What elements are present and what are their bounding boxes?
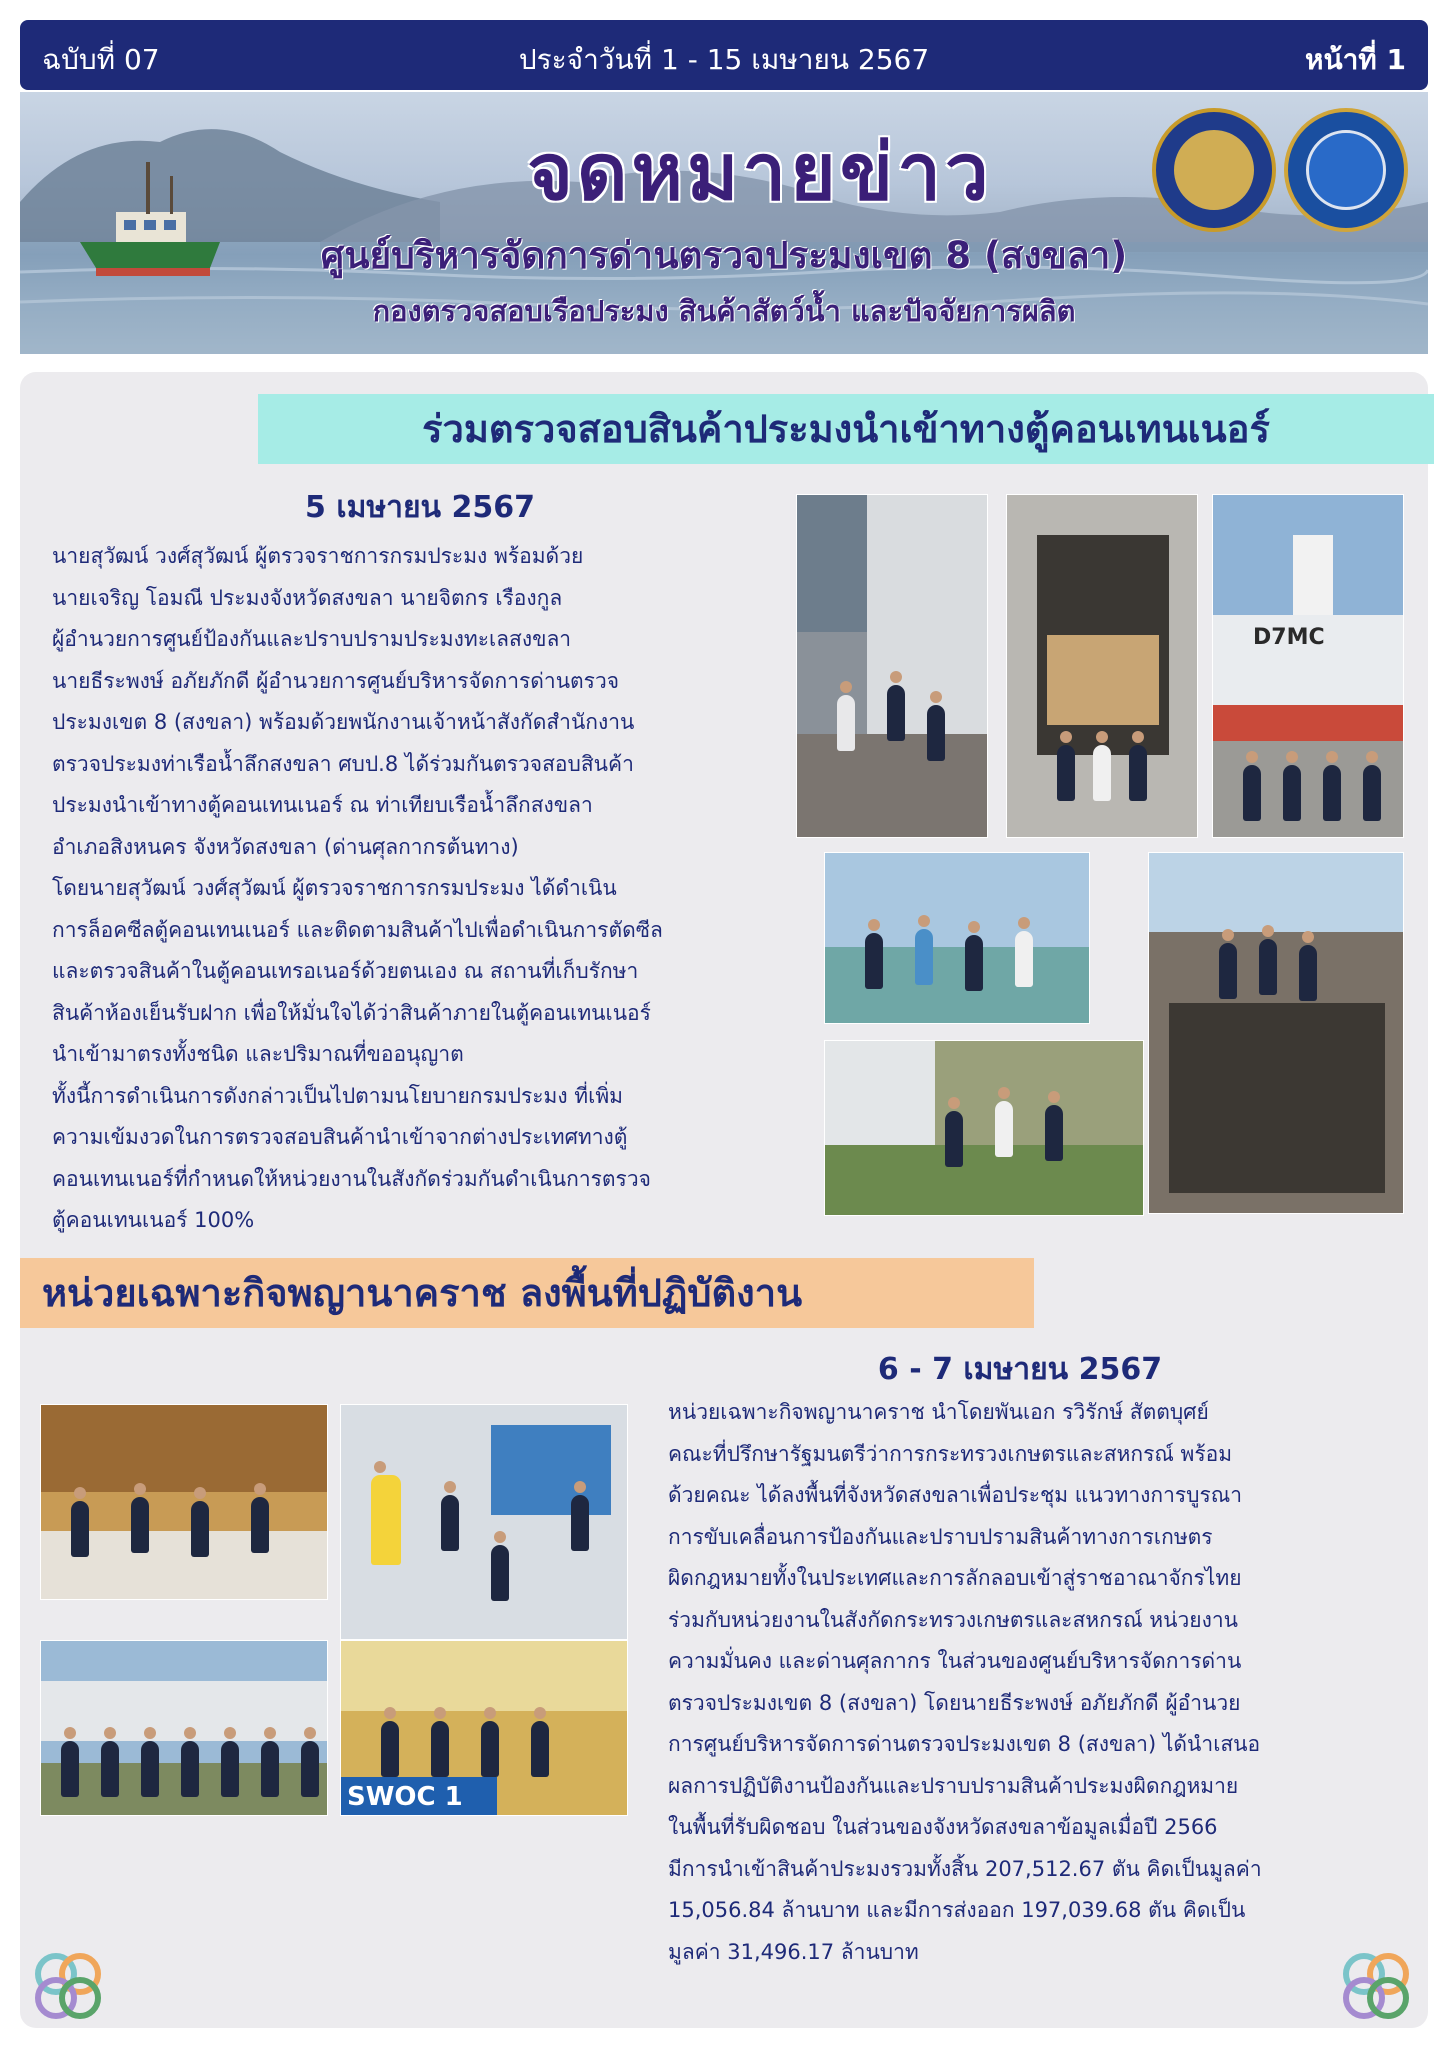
article1-line: ประมงเขต 8 (สงขลา) พร้อมด้วยพนักงานเจ้าหน้าสังกัดสำนักงาน: [52, 710, 635, 734]
department-of-fisheries-logo: [1152, 108, 1276, 232]
article2-line: มูลค่า 31,496.17 ล้านบาท: [668, 1939, 919, 1964]
article1-line: นายเจริญ โอมณี ประมงจังหวัดสงขลา นายจิตกร เรืองกูล: [52, 585, 563, 610]
issue-date-range: ประจำวันที่ 1 - 15 เมษายน 2567: [518, 43, 930, 76]
newsletter-subtitle: ศูนย์บริหารจัดการด่านตรวจประมงเขต 8 (สงขลา): [320, 234, 1128, 277]
article2-line: การขับเคลื่อนการป้องกันและปราบปรามสินค้าทางการเกษตร: [668, 1524, 1213, 1549]
article1-line: ตู้คอนเทนเนอร์ 100%: [52, 1208, 255, 1232]
decorative-knot-icon-right: [1336, 1946, 1416, 2026]
article1-line: ประมงนำเข้าทางตู้คอนเทนเนอร์ ณ ท่าเทียบเรือน้ำลึกสงขลา: [52, 793, 593, 817]
issue-number: ฉบับที่ 07: [42, 43, 160, 76]
photo-meeting-table: [40, 1404, 328, 1600]
article2-headline: หน่วยเฉพาะกิจพญานาคราช ลงพื้นที่ปฏิบัติงาน: [20, 1258, 1034, 1328]
decorative-knot-icon-left: [28, 1946, 108, 2026]
article1-line: ทั้งนี้การดำเนินการดังกล่าวเป็นไปตามนโยบายกรมประมง ที่เพิ่ม: [52, 1083, 623, 1108]
photo-dock-meeting: [824, 852, 1090, 1024]
article1-line: ตรวจประมงท่าเรือน้ำลึกสงขลา ศบป.8 ได้ร่วมกันตรวจสอบสินค้า: [52, 751, 634, 776]
article2-line: ผลการปฏิบัติงานป้องกันและปราบปรามสินค้าประมงผิดกฎหมาย: [668, 1773, 1239, 1798]
photo-container-inspection: [796, 494, 988, 838]
article2-line: หน่วยเฉพาะกิจพญานาคราช นำโดยพันเอก รวิรักษ์ สัตตบุศย์: [668, 1400, 1209, 1424]
fishery-inspection-logo: [1284, 108, 1408, 232]
newsletter-title: จดหมายข่าว: [527, 128, 993, 218]
article2-line: ตรวจประมงเขต 8 (สงขลา) โดยนายธีระพงษ์ อภัยภักดี ผู้อำนวย: [668, 1690, 1241, 1715]
article2-line: คณะที่ปรึกษารัฐมนตรีว่าการกระทรวงเกษตรและสหกรณ์ พร้อม: [668, 1441, 1233, 1466]
article1-line: และตรวจสินค้าในตู้คอนเทรอเนอร์ด้วยตนเอง ณ สถานที่เก็บรักษา: [52, 959, 639, 983]
article2-body: [668, 1392, 1418, 1973]
swoc-sign: SWOC 1: [341, 1777, 497, 1816]
article1-line: คอนเทนเนอร์ที่กำหนดให้หน่วยงานในสังกัดร่วมกันดำเนินการตรวจ: [52, 1166, 651, 1191]
page-number: หน้าที่ 1: [1304, 43, 1406, 76]
article2-line: 15,056.84 ล้านบาท และมีการส่งออก 197,039.68 ตัน คิดเป็น: [668, 1898, 1246, 1922]
article2-line: ผิดกฎหมายทั้งในประเทศและการลักลอบเข้าสู่ราชอาณาจักรไทย: [668, 1566, 1242, 1590]
article2-line: ด้วยคณะ ได้ลงพื้นที่จังหวัดสงขลาเพื่อประชุม แนวทางการบูรณา: [668, 1483, 1243, 1507]
article1-line: ความเข้มงวดในการตรวจสอบสินค้านำเข้าจากต่างประเทศทางตู้: [52, 1125, 628, 1149]
ship-hull-label: D7MC: [1253, 625, 1325, 650]
photo-cargo-ship: [1212, 494, 1404, 838]
article2-date: 6 - 7 เมษายน 2567: [877, 1352, 1163, 1387]
article1-line: นำเข้ามาตรงทั้งชนิด และปริมาณที่ขออนุญาต: [52, 1042, 464, 1066]
article1-line: อำเภอสิงหนคร จังหวัดสงขลา (ด่านศุลกากรต้นทาง): [52, 834, 519, 859]
photo-control-room: [340, 1404, 628, 1640]
article1-line: นายธีระพงษ์ อภัยภักดี ผู้อำนวยการศูนย์บริหารจัดการด่านตรวจ: [52, 668, 620, 693]
article1-line: การล็อคซีลตู้คอนเทนเนอร์ และติดตามสินค้าไปเพื่อดำเนินการตัดซีล: [52, 917, 663, 942]
article2-line: ร่วมกับหน่วยงานในสังกัดกระทรวงเกษตรและสหกรณ์ หน่วยงาน: [668, 1607, 1238, 1632]
masthead-banner: [20, 92, 1428, 354]
article1-body: [52, 536, 812, 1242]
top-bar: [20, 20, 1428, 90]
photo-ship-hold: [1148, 852, 1404, 1214]
article1-date: 5 เมษายน 2567: [305, 490, 535, 525]
article2-line: ความมั่นคง และด่านศุลกากร ในส่วนของศูนย์บริหารจัดการด่าน: [668, 1649, 1242, 1673]
article2-line: ในพื้นที่รับผิดชอบ ในส่วนของจังหวัดสงขลาข้อมูลเมื่อปี 2566: [668, 1815, 1218, 1839]
article1-line: สินค้าห้องเย็นรับฝาก เพื่อให้มั่นใจได้ว่าสินค้าภายในตู้คอนเทนเนอร์: [52, 1000, 651, 1025]
article1-line: ผู้อำนวยการศูนย์ป้องกันและปราบปรามประมงทะเลสงขลา: [52, 627, 572, 651]
article2-line: การศูนย์บริหารจัดการด่านตรวจประมงเขต 8 (สงขลา) ได้นำเสนอ: [668, 1732, 1261, 1756]
article2-line: มีการนำเข้าสินค้าประมงรวมทั้งสิ้น 207,512.67 ตัน คิดเป็นมูลค่า: [668, 1856, 1262, 1881]
photo-cold-storage: [1006, 494, 1198, 838]
article1-line: นายสุวัฒน์ วงศ์สุวัฒน์ ผู้ตรวจราชการกรมประมง พร้อมด้วย: [52, 544, 584, 568]
newsletter-division: กองตรวจสอบเรือประมง สินค้าสัตว์น้ำ และปัจจัยการผลิต: [372, 294, 1076, 328]
article1-line: โดยนายสุวัฒน์ วงศ์สุวัฒน์ ผู้ตรวจราชการกรมประมง ได้ดำเนิน: [52, 876, 617, 900]
photo-container-seal: [824, 1040, 1144, 1216]
article1-headline: ร่วมตรวจสอบสินค้าประมงนำเข้าทางตู้คอนเทนเนอร์: [258, 394, 1434, 464]
photo-group-outdoor: [40, 1640, 328, 1816]
photo-swoc-room: [340, 1640, 628, 1816]
